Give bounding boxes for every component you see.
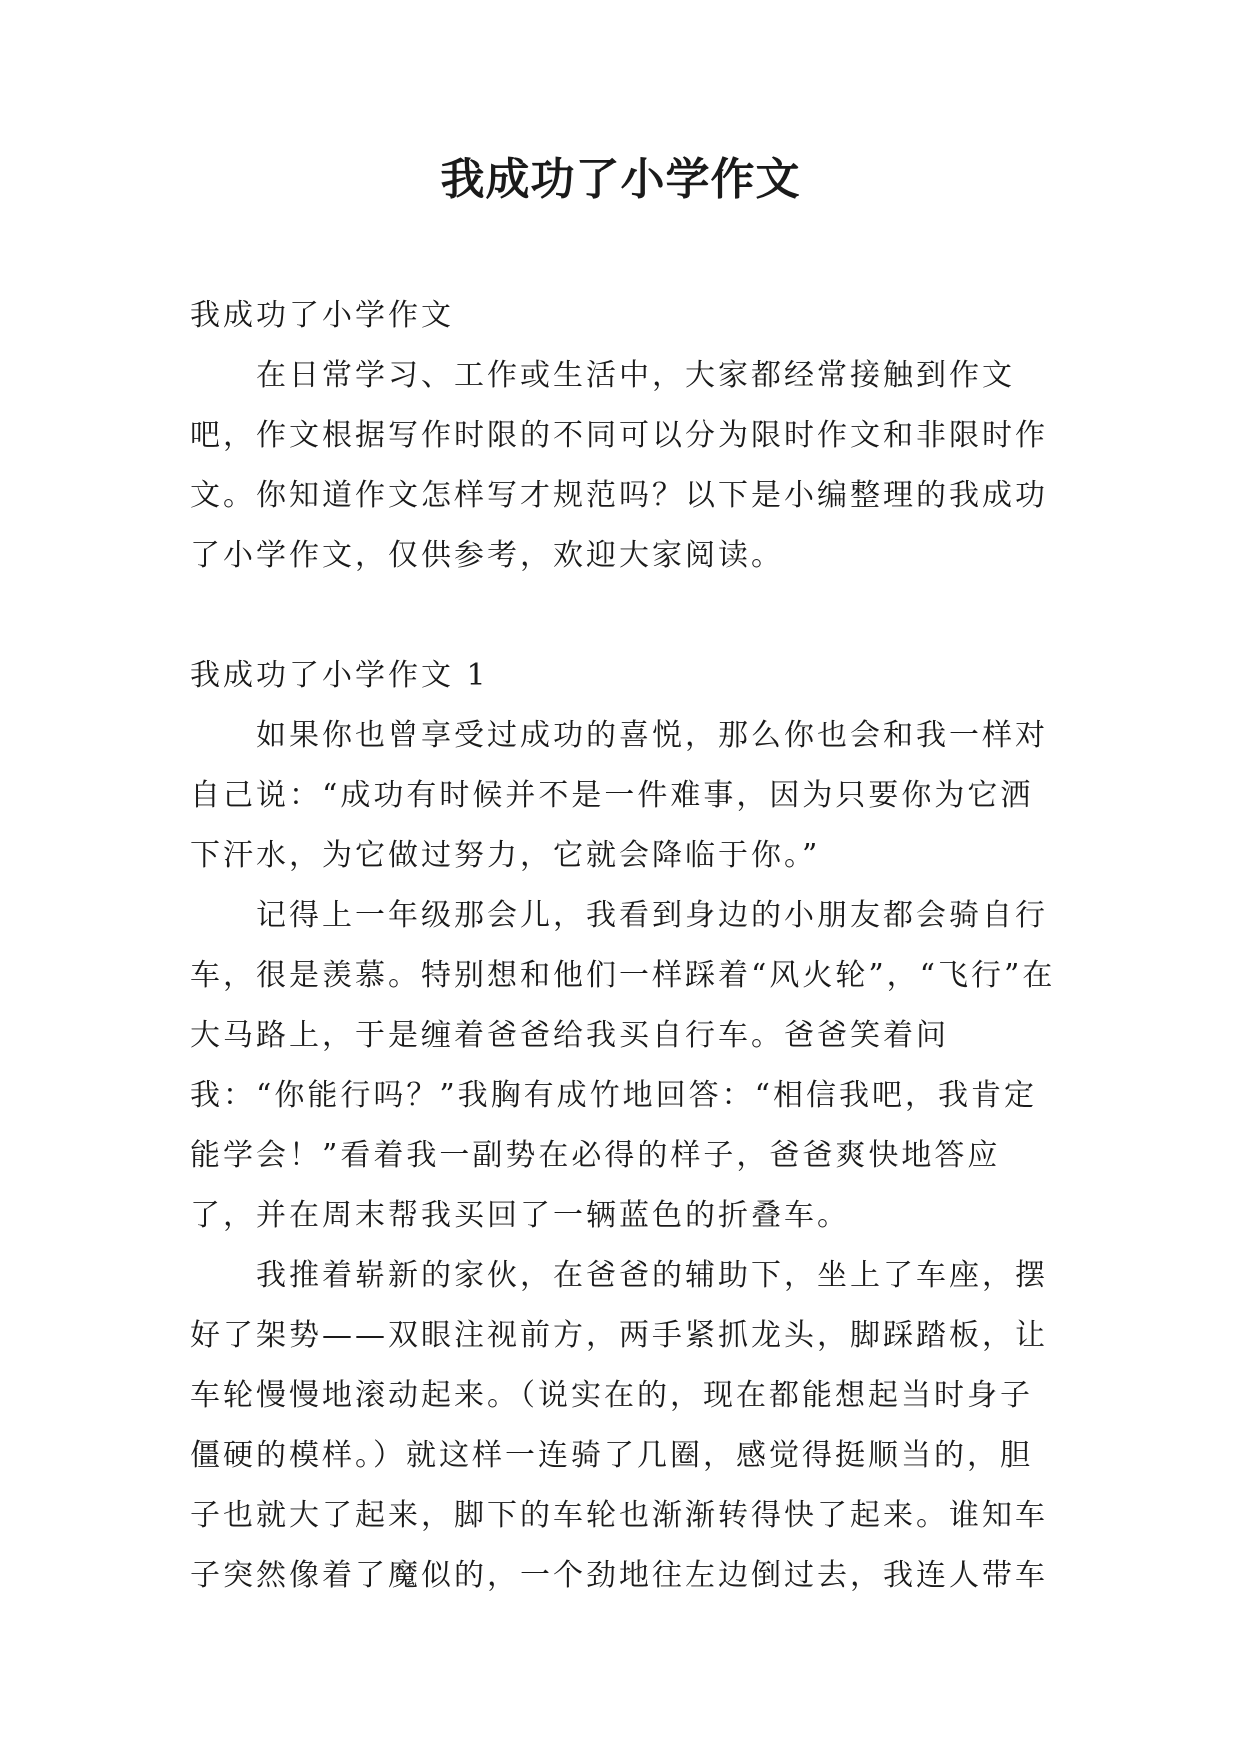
intro-paragraph: 在日常学习、工作或生活中，大家都经常接触到作文吧，作文根据写作时限的不同可以分为限时作文和非限时作文。你知道作文怎样写才规范吗？以下是小编整理的我成功了小学作文，仅供参考，欢迎大家阅读。 — [190, 358, 1048, 573]
document-title: 我成功了小学作文 — [440, 154, 801, 205]
document-body — [190, 286, 1060, 1606]
intro-heading: 我成功了小学作文 — [190, 298, 454, 333]
body-paragraph: 记得上一年级那会儿，我看到身边的小朋友都会骑自行车，很是羡慕。特别想和他们一样踩着“风火轮”，“飞行”在大马路上，于是缠着爸爸给我买自行车。爸爸笑着问我：“你能行吗？”我胸有成竹地回答：“相信我吧，我肯定能学会！”看着我一副势在必得的样子，爸爸爽快地答应了，并在周末帮我买回了一辆蓝色的折叠车。 — [190, 898, 1056, 1233]
section-heading: 我成功了小学作文 1 — [190, 658, 489, 693]
body-paragraph: 如果你也曾享受过成功的喜悦，那么你也会和我一样对自己说：“成功有时候并不是一件难事，因为只要你为它洒下汗水，为它做过努力，它就会降临于你。” — [190, 718, 1048, 873]
section-spacer — [190, 586, 1060, 646]
body-paragraph: 我推着崭新的家伙，在爸爸的辅助下，坐上了车座，摆好了架势——双眼注视前方，两手紧抓龙头，脚踩踏板，让车轮慢慢地滚动起来。（说实在的，现在都能想起当时身子僵硬的模样。）就这样一连骑了几圈，感觉得挺顺当的，胆子也就大了起来，脚下的车轮也渐渐转得快了起来。谁知车子突然像着了魔似的，一个劲地往左边倒过去，我连人带车 — [190, 1258, 1048, 1593]
